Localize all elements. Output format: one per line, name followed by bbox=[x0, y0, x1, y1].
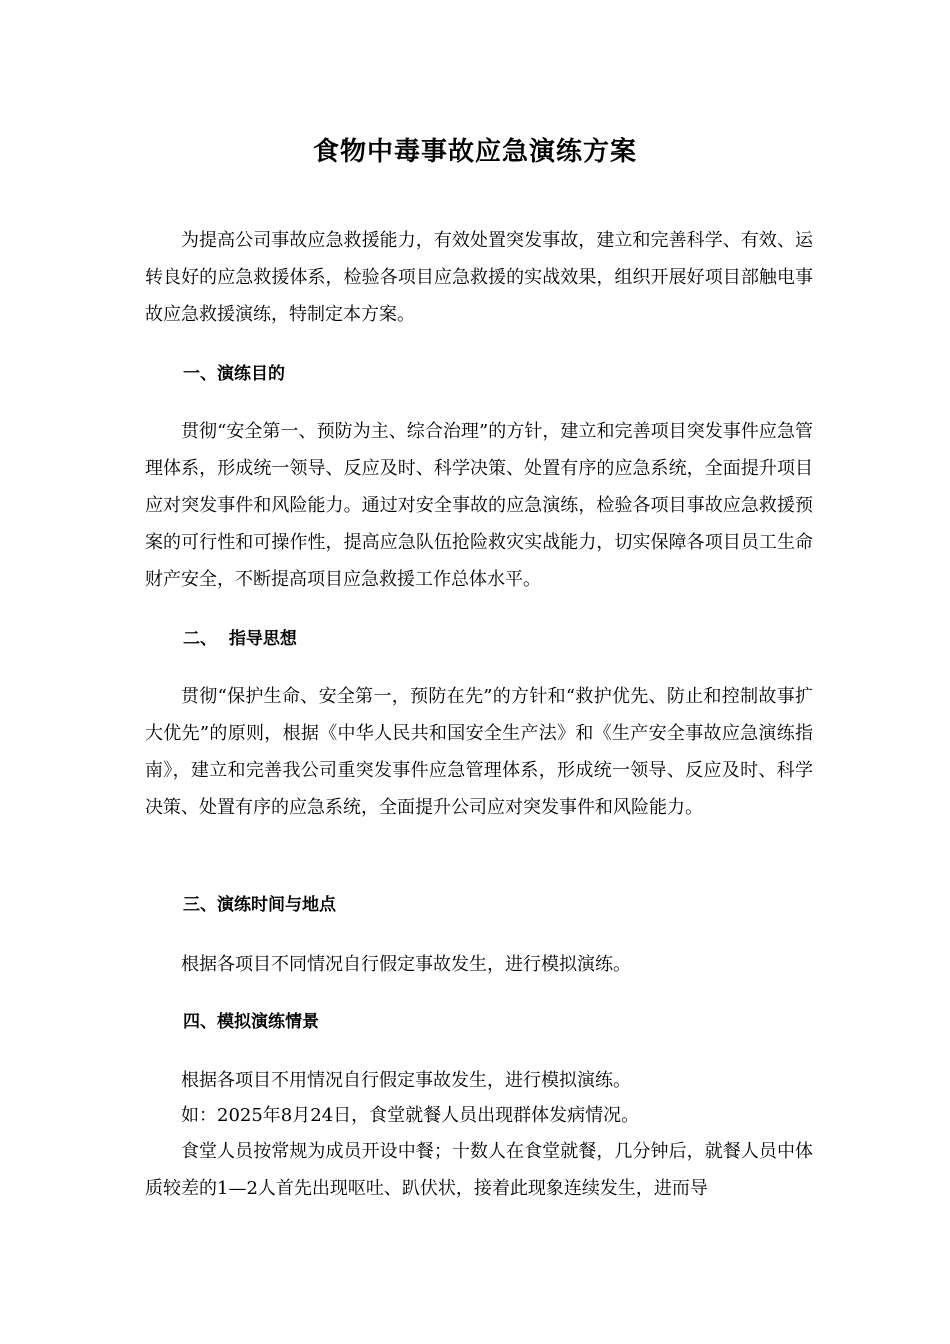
section-body-time-location: 根据各项目不同情况自行假定事故发生，进行模拟演练。 bbox=[181, 954, 631, 975]
section-heading-purpose: 一、演练目的 bbox=[183, 364, 285, 384]
section-heading-guiding-ideology: 二、 指导思想 bbox=[183, 629, 297, 649]
section-heading-scenario: 四、模拟演练情景 bbox=[183, 1012, 319, 1032]
scenario-line-2: 如：2025年8月24日，食堂就餐人员出现群体发病情况。 bbox=[181, 1105, 640, 1126]
scenario-line-1: 根据各项目不用情况自行假定事故发生，进行模拟演练。 bbox=[181, 1070, 631, 1091]
section-body-purpose: 贯彻“安全第一、预防为主、综合治理”的方针，建立和完善项目突发事件应急管理体系，形成统一领导、反应及时、科学决策、处置有序的应急系统，全面提升项目应对突发事件和风险能力。通过对安全事故的应急演练，检验各项目事故应急救援预案的可行性和可操作性，提高应急队伍抢险救灾实战能力，切实保障各项目员工生命财产安全，不断提高项目应急救援工作总体水平。 bbox=[145, 421, 813, 590]
page-title: 食物中毒事故应急演练方案 bbox=[312, 137, 637, 167]
intro-paragraph: 为提高公司事故应急救援能力，有效处置突发事故，建立和完善科学、有效、运转良好的应急救援体系，检验各项目应急救援的实战效果，组织开展好项目部触电事故应急救援演练，特制定本方案。 bbox=[145, 230, 813, 325]
section-body-guiding-ideology: 贯彻“保护生命、安全第一，预防在先”的方针和“救护优先、防止和控制故事扩大优先”的原则，根据《中华人民共和国安全生产法》和《生产安全事故应急演练指南》，建立和完善我公司重突发事件应急管理体系，形成统一领导、反应及时、科学决策、处置有序的应急系统，全面提升公司应对突发事件和风险能力。 bbox=[145, 686, 813, 818]
scenario-paragraph: 食堂人员按常规为成员开设中餐；十数人在食堂就餐，几分钟后，就餐人员中体质较差的1—2人首先出现呕吐、趴伏状，接着此现象连续发生，进而导 bbox=[145, 1141, 813, 1199]
section-heading-time-location: 三、演练时间与地点 bbox=[183, 895, 336, 915]
